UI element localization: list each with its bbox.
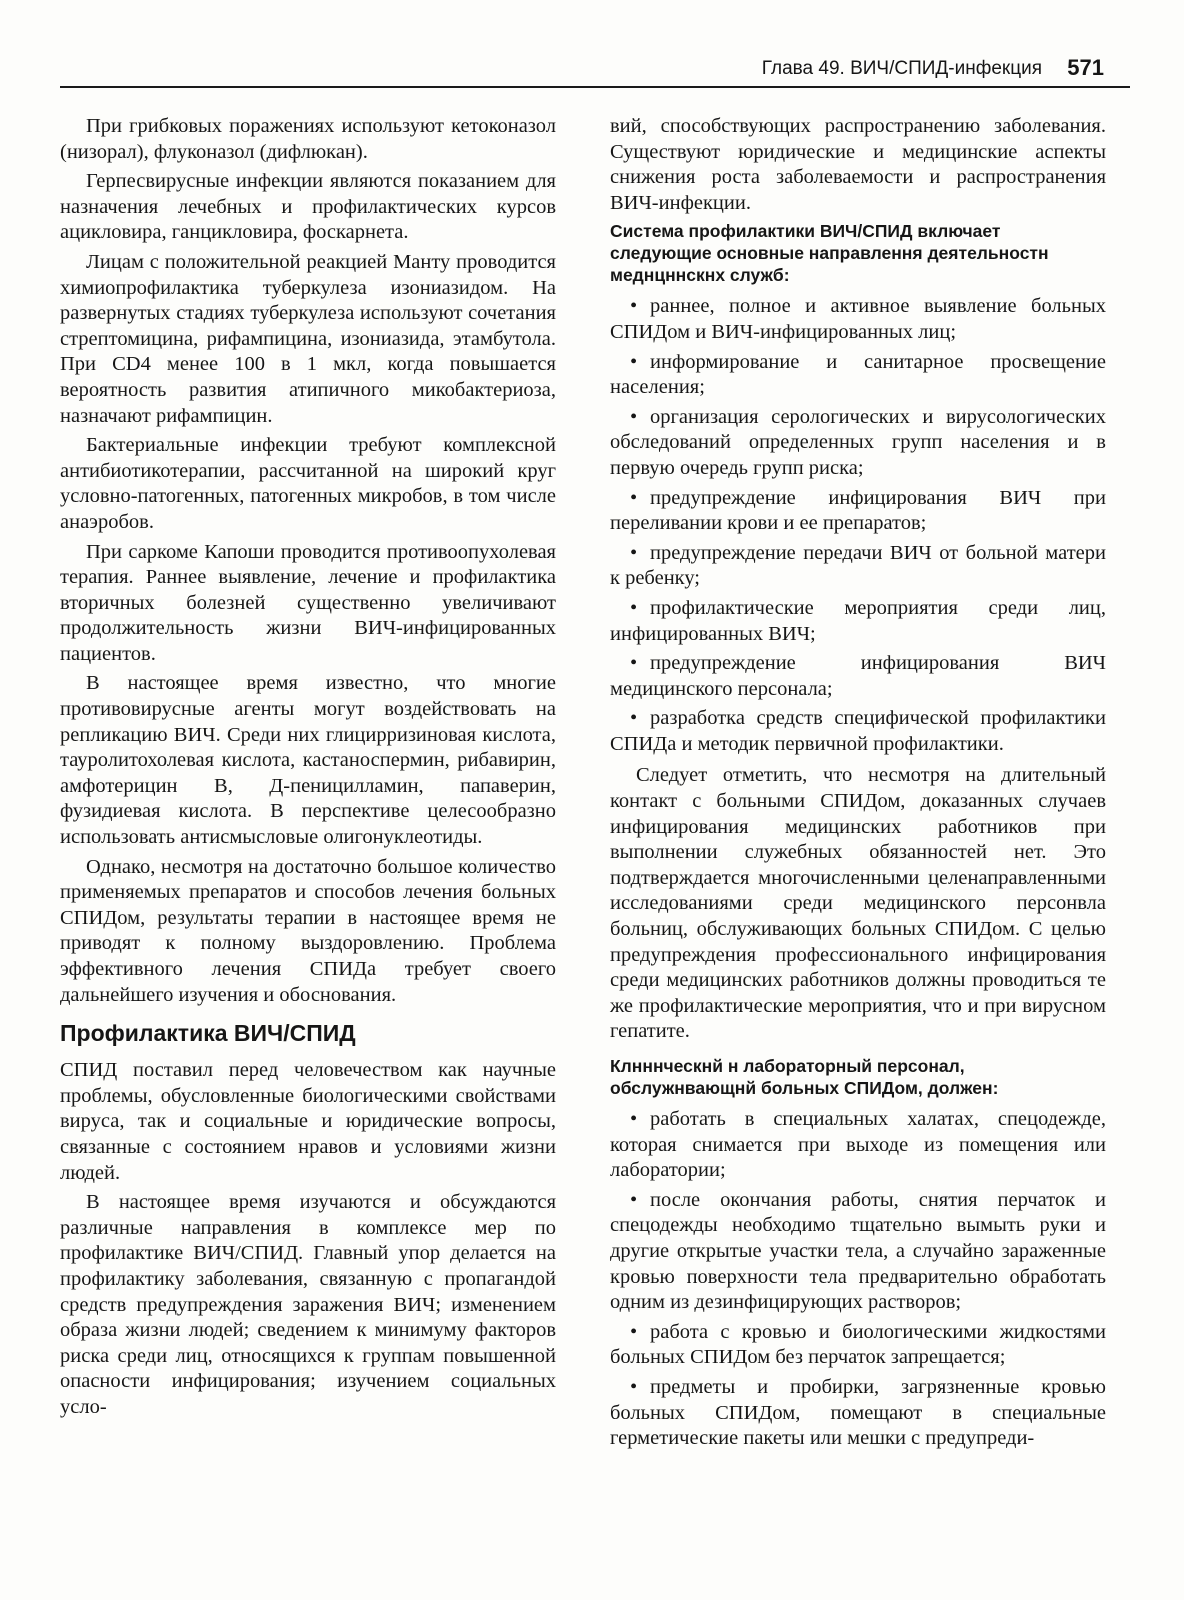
list-item: • работа с кровью и биологическими жидкостями больных СПИДом без перчаток запрещается; [610, 1320, 1106, 1371]
paragraph: Однако, несмотря на достаточно большое количество применяемых препаратов и способов лечения больных СПИДом, результаты терапии в настоящее время не приводят к полному выздоровлению. Проблема эффективного лечения СПИДа требует своего дальнейшего изучения и обоснования. [60, 855, 556, 1006]
paragraph: При саркоме Капоши проводится противоопухолевая терапия. Раннее выявление, лечение и профилактика вторичных болезней существенно увеличивают продолжительность жизни ВИЧ-инфицированных пациентов. [60, 540, 556, 665]
left-column [60, 114, 556, 1425]
list-item: • после окончания работы, снятия перчаток и спецодежды необходимо тщательно вымыть руки и другие открытые участки тела, а случайно зараженные кровью поверхности тела предварительно обработать одним из дезинфицирующих растворов; [610, 1188, 1106, 1316]
right-column [610, 114, 1106, 1458]
list-item: • предупреждение инфицирования ВИЧ при переливании крови и ее препаратов; [610, 486, 1106, 537]
list-item: • работать в специальных халатах, спецодежде, которая снимается при выходе из помещения или лаборатории; [610, 1107, 1106, 1184]
bullet-list [610, 294, 1106, 757]
list-item: • предметы и пробирки, загрязненные кровью больных СПИДом, помещают в специальные герметические пакеты или мешки с предупреди- [610, 1375, 1106, 1452]
paragraph: Герпесвирусные инфекции являются показанием для назначения лечебных и профилактических курсов ацикловира, ганцикловира, фоскарнета. [60, 170, 556, 244]
paragraph: СПИД поставил перед человечеством как научные проблемы, обусловленные биологическими свойствами вируса, так и социальные и юридические вопросы, связанные с состоянием нравов и условиями жизни людей. [60, 1059, 556, 1184]
list-item: • информирование и санитарное просвещение населения; [610, 350, 1106, 401]
running-header [60, 52, 1130, 88]
paragraph: Бактериальные инфекции требуют комплексной антибиотикотерапии, рассчитанной на широкий круг условно-патогенных, патогенных микробов, в том числе анаэробов. [60, 434, 556, 533]
list-item: • организация серологических и вирусологических обследований определенных групп населения и в первую очередь групп риска; [610, 405, 1106, 482]
page-number: 571 [1067, 55, 1104, 80]
list-item: • разработка средств специфической профилактики СПИДа и методик первичной профилактики. [610, 706, 1106, 757]
chapter-title: Глава 49. ВИЧ/СПИД-инфекция [761, 58, 1042, 79]
list-item: • предупреждение передачи ВИЧ от больной матери к ребенку; [610, 541, 1106, 592]
subheading: Клнннческнй н лабораторный персонал, обслужнвающнй больных СПИДом, должен: [610, 1056, 999, 1098]
list-item: • предупреждение инфицирования ВИЧ медицинского персонала; [610, 651, 1106, 702]
paragraph: При грибковых поражениях используют кетоконазол (низорал), флуконазол (дифлюкан). [60, 115, 556, 163]
paragraph: вий, способствующих распространению заболевания. Существуют юридические и медицинские аспекты снижения роста заболеваемости и распространения ВИЧ-инфекции. [610, 115, 1106, 214]
section-title: Профилактика ВИЧ/СПИД [60, 1020, 356, 1047]
paragraph: В настоящее время известно, что многие противовирусные агенты могут воздействовать на репликацию ВИЧ. Среди них глицирризиновая кислота, тауролитохолевая кислота, кастаноспермин, рибавирин, амфотерицин В, Д-пеницилламин, папаверин, фузидиевая кислота. В перспективе целесообразно использовать антисмысловые олигонуклеотиды. [60, 672, 556, 849]
subheading: Система профилактики ВИЧ/СПИД включает следующие основные направлення деятельностн меднцннскнх служб: [610, 221, 1049, 286]
paragraph: Лицам с положительной реакцией Манту проводится химиопрофилактика туберкулеза изониазидом. На развернутых стадиях туберкулеза используют сочетания стрептомицина, рифампицина, изониазида, этамбутола. При CD4 менее 100 в 1 мкл, когда повышается вероятность развития атипичного микобактериоза, назначают рифампицин. [60, 250, 556, 427]
list-item: • раннее, полное и активное выявление больных СПИДом и ВИЧ-инфицированных лиц; [610, 294, 1106, 345]
paragraph: Следует отметить, что несмотря на длительный контакт с больными СПИДом, доказанных случаев инфицирования медицинских работников при выполнении служебных обязанностей нет. Это подтверждается многочисленными целенаправленными исследованиями среди медицинского персонвла больниц, обслуживающих больных СПИДом. С целью предупреждения профессионального инфицирования среди медицинских работников должны проводиться те же профилактические мероприятия, что и при вирусном гепатите. [610, 764, 1106, 1043]
list-item: • профилактические мероприятия среди лиц, инфицированных ВИЧ; [610, 596, 1106, 647]
paragraph: В настоящее время изучаются и обсуждаются различные направления в комплексе мер по профилактике ВИЧ/СПИД. Главный упор делается на профилактику заболевания, связанную с пропагандой средств предупреждения заражения ВИЧ; изменением образа жизни людей; сведением к минимуму факторов риска среди лиц, относящихся к группам повышенной опасности инфицирования; изучением социальных усло- [60, 1191, 556, 1418]
bullet-list [610, 1107, 1106, 1452]
